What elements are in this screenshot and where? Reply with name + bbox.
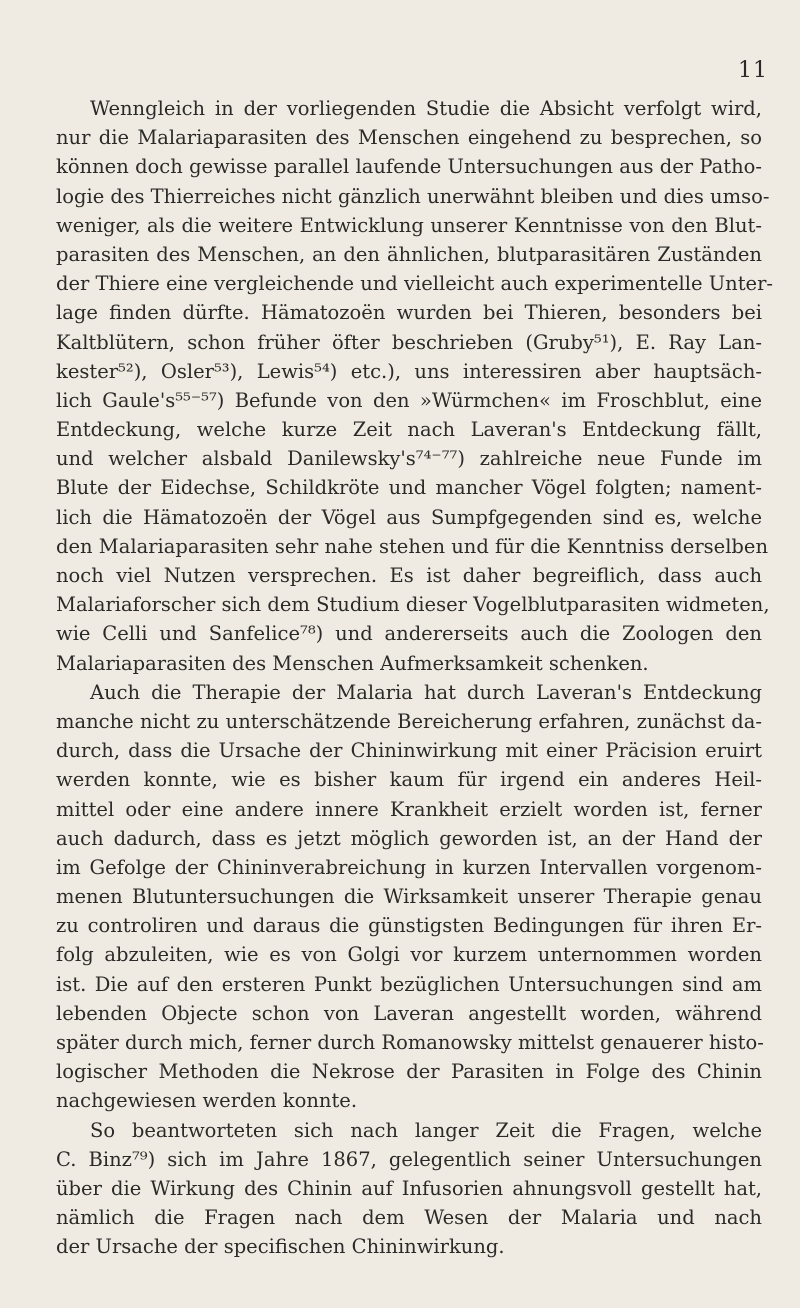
text-line: den Malariaparasiten sehr nahe stehen und für die Kenntniss derselben [56,534,769,558]
text-line: zu controliren und daraus die günstigsten Bedingungen für ihren Er- [56,914,762,938]
text-line: im Gefolge der Chininverabreichung in kurzen Intervallen vorgenom- [56,855,762,879]
text-line: später durch mich, ferner durch Romanowsky mittelst genauerer histo- [56,1031,764,1054]
body-text [56,94,773,1262]
text-line: nachgewiesen werden konnte. [56,1089,358,1113]
text-line: manche nicht zu unterschätzende Bereicherung erfahren, zunächst da- [56,709,762,733]
text-line: noch viel Nutzen versprechen. Es ist daher begreiflich, dass auch [56,564,762,587]
text-line: ist. Die auf den ersteren Punkt bezüglichen Untersuchungen sind am [56,972,762,996]
text-line: lich die Hämatozoën der Vögel aus Sumpfgegenden sind es, welche [56,505,762,529]
text-line: parasiten des Menschen, an den ähnlichen, blutparasitären Zuständen [56,242,762,266]
text-line: der Thiere eine vergleichende und vielleicht auch experimentelle Unter- [56,272,773,296]
text-line: über die Wirkung des Chinin auf Infusorien ahnungsvoll gestellt hat, [56,1176,762,1200]
text-line: folg abzuleiten, wie es von Golgi vor kurzem unternommen worden [56,943,762,967]
text-line: logischer Methoden die Nekrose der Parasiten in Folge des Chinin [56,1060,762,1084]
text-line: der Ursache der specifischen Chininwirkung. [56,1235,505,1259]
text-line: C. Binz⁷⁹) sich im Jahre 1867, gelegentlich seiner Untersuchungen [56,1147,762,1171]
text-line: mittel oder eine andere innere Krankheit erzielt worden ist, ferner [56,797,762,821]
text-line: Entdeckung, welche kurze Zeit nach Laveran's Entdeckung fällt, [56,418,762,442]
text-line: lebenden Objecte schon von Laveran angestellt worden, während [56,1001,762,1025]
text-line: durch, dass die Ursache der Chininwirkung mit einer Präcision eruirt [56,739,762,763]
text-line: Kaltblütern, schon früher öfter beschrieben (Gruby⁵¹), E. Ray Lan- [56,330,762,354]
text-line: menen Blutuntersuchungen die Wirksamkeit unserer Therapie genau [56,885,762,909]
text-line: lich Gaule's⁵⁵⁻⁵⁷) Befunde von den »Würmchen« im Froschblut, eine [56,388,762,412]
text-line: und welcher alsbald Danilewsky's⁷⁴⁻⁷⁷) zahlreiche neue Funde im [56,447,762,471]
text-line: kester⁵²), Osler⁵³), Lewis⁵⁴) etc.), uns interessiren aber hauptsäch- [56,359,762,383]
text-line: weniger, als die weitere Entwicklung unserer Kenntnisse von den Blut- [56,213,762,237]
text-line: werden konnte, wie es bisher kaum für irgend ein anderes Heil- [56,768,762,792]
text-line: Wenngleich in der vorliegenden Studie die Absicht verfolgt wird, [90,97,762,120]
text-line: lage finden dürfte. Hämatozoën wurden bei Thieren, besonders bei [56,301,762,325]
page-number: 11 [738,58,768,83]
text-line: Malariaparasiten des Menschen Aufmerksamkeit schenken. [56,651,649,675]
text-line: Blute der Eidechse, Schildkröte und mancher Vögel folgten; nament- [56,476,762,500]
text-line: So beantworteten sich nach langer Zeit die Fragen, welche [90,1118,762,1142]
text-line: nämlich die Fragen nach dem Wesen der Malaria und nach [56,1206,762,1230]
text-line: können doch gewisse parallel laufende Untersuchungen aus der Patho- [56,155,762,179]
text-line: auch dadurch, dass es jetzt möglich geworden ist, an der Hand der [56,826,762,850]
text-line: wie Celli und Sanfelice⁷⁸) und andererseits auch die Zoologen den [56,622,762,646]
text-line: Malariaforscher sich dem Studium dieser Vogelblutparasiten widmeten, [56,593,770,617]
text-line: logie des Thierreiches nicht gänzlich unerwähnt bleiben und dies umso- [56,184,770,208]
text-line: Auch die Therapie der Malaria hat durch Laveran's Entdeckung [90,680,762,704]
text-line: nur die Malariaparasiten des Menschen eingehend zu besprechen, so [56,126,762,150]
